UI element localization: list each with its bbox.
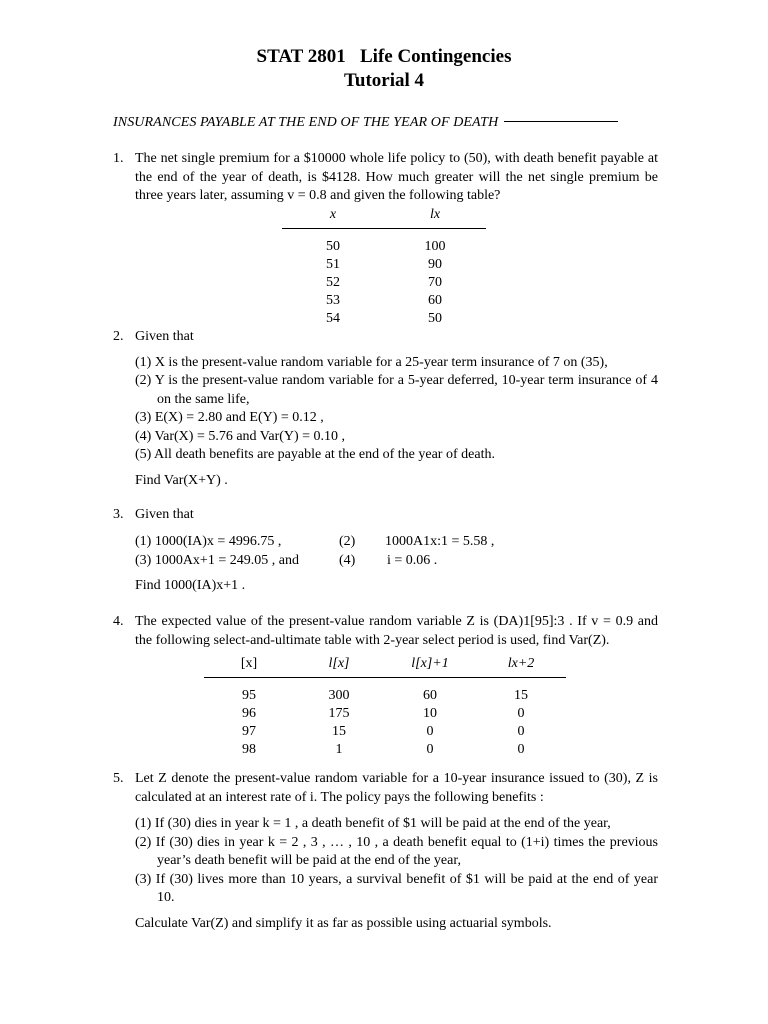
table-cell: 54 <box>326 310 340 326</box>
condition-item: (3) 1000Ax+1 = 249.05 , and <box>135 553 299 568</box>
table-cell: 0 <box>517 723 525 739</box>
section-rule <box>504 121 618 122</box>
condition-item: (2) <box>339 534 356 549</box>
table-cell: 95 <box>242 687 256 703</box>
question-closing: Calculate Var(Z) and simplify it as far as possible using actuarial symbols. <box>135 915 552 931</box>
question-3 <box>113 506 658 525</box>
question-intro: Given that <box>135 329 194 344</box>
table-header: l[x]+1 <box>411 656 449 671</box>
condition-item: (4) Var(X) = 5.76 and Var(Y) = 0.10 , <box>135 428 346 444</box>
question-benefits <box>135 815 658 908</box>
q1-table <box>282 206 486 328</box>
table-cell: 51 <box>326 256 340 272</box>
condition-item: (2) Y is the present-value random variable for a 5-year deferred, 10-year term insurance of 4 on the same life, <box>135 373 658 407</box>
table-cell: 100 <box>424 238 446 254</box>
table-cell: 15 <box>514 687 528 703</box>
table-cell: 60 <box>423 687 437 703</box>
question-number: 5. <box>113 771 124 786</box>
table-header: l[x] <box>328 656 350 671</box>
table-cell: 10 <box>423 705 437 721</box>
q3-conditions <box>135 533 655 573</box>
table-row <box>282 292 486 310</box>
page-subtitle: Tutorial 4 <box>343 70 425 91</box>
question-2 <box>113 328 658 490</box>
table-cell: 1 <box>335 741 343 757</box>
table-cell: 0 <box>426 723 434 739</box>
q4-table <box>204 655 566 759</box>
table-header: [x] <box>240 656 258 671</box>
question-number: 2. <box>113 329 124 344</box>
benefit-item: (1) If (30) dies in year k = 1 , a death benefit of $1 will be paid at the end of the year, <box>135 816 611 831</box>
section-title-text: INSURANCES PAYABLE AT THE END OF THE YEAR OF DEATH <box>113 115 499 130</box>
table-cell: 0 <box>517 705 525 721</box>
condition-item: (1) 1000(IA)x = 4996.75 , <box>135 534 282 549</box>
question-1 <box>113 150 658 206</box>
table-header: lx+2 <box>507 656 535 671</box>
condition-item: (3) E(X) = 2.80 and E(Y) = 0.12 , <box>135 410 324 425</box>
section-heading <box>113 114 618 133</box>
question-find: Find 1000(IA)x+1 . <box>135 578 246 593</box>
table-header: lx <box>429 207 441 222</box>
table-row <box>204 687 566 705</box>
table-cell: 175 <box>328 705 350 721</box>
table-row <box>204 741 566 759</box>
table-cell: 90 <box>428 256 442 272</box>
table-header: x <box>329 207 337 222</box>
question-text: The expected value of the present-value random variable Z is (DA)1[95]:3 . If v = 0.9 and the following select-and-ultimate table with 2-year select period is used, find Var(Z). <box>135 614 658 648</box>
table-row <box>282 256 486 274</box>
table-cell: 50 <box>326 238 340 254</box>
table-row <box>282 310 486 328</box>
question-text: The net single premium for a $10000 whole life policy to (50), with death benefit payable at the end of the year of death, is $4128. How much greater will the net single premium be three years later, assuming v = 0.8 and given the following table? <box>135 151 658 203</box>
table-cell: 96 <box>242 705 256 721</box>
table-row <box>204 705 566 723</box>
question-find: Find Var(X+Y) . <box>135 472 228 488</box>
page-title: STAT 2801 Life Contingencies <box>256 46 512 67</box>
table-cell: 53 <box>326 292 340 308</box>
condition-item: (4) <box>339 553 356 568</box>
condition-item: i = 0.06 . <box>387 553 438 568</box>
table-cell: 60 <box>428 292 442 308</box>
table-cell: 52 <box>326 274 340 290</box>
table-cell: 97 <box>242 723 256 739</box>
table-cell: 300 <box>328 687 350 703</box>
question-5 <box>113 770 658 933</box>
benefit-item: (2) If (30) dies in year k = 2 , 3 , … , 10 , a death benefit equal to (1+i) times the previous year’s death benefit will be paid at the end of the year, <box>135 834 658 868</box>
question-text: Let Z denote the present-value random variable for a 10-year insurance issued to (30), Z is calculated at an interest rate of i. The policy pays the following benefits : <box>135 771 658 805</box>
question-number: 4. <box>113 614 124 629</box>
condition-item: (1) X is the present-value random variable for a 25-year term insurance of 7 on (35), <box>135 354 608 370</box>
condition-item: (5) All death benefits are payable at the end of the year of death. <box>135 447 495 462</box>
table-row <box>282 274 486 292</box>
benefit-item: (3) If (30) lives more than 10 years, a survival benefit of $1 will be paid at the end of year 10. <box>135 871 658 905</box>
table-cell: 0 <box>426 741 434 757</box>
condition-item: 1000A1x:1 = 5.58 , <box>385 534 495 549</box>
table-cell: 0 <box>517 741 525 757</box>
question-number: 1. <box>113 151 124 166</box>
question-4 <box>113 613 658 650</box>
table-cell: 50 <box>428 310 442 326</box>
table-row <box>204 723 566 741</box>
table-cell: 70 <box>428 274 442 290</box>
table-cell: 98 <box>242 741 256 757</box>
table-row <box>282 238 486 256</box>
table-cell: 15 <box>332 723 346 739</box>
question-conditions <box>135 354 658 465</box>
question-number: 3. <box>113 507 124 522</box>
question-intro: Given that <box>135 507 194 522</box>
